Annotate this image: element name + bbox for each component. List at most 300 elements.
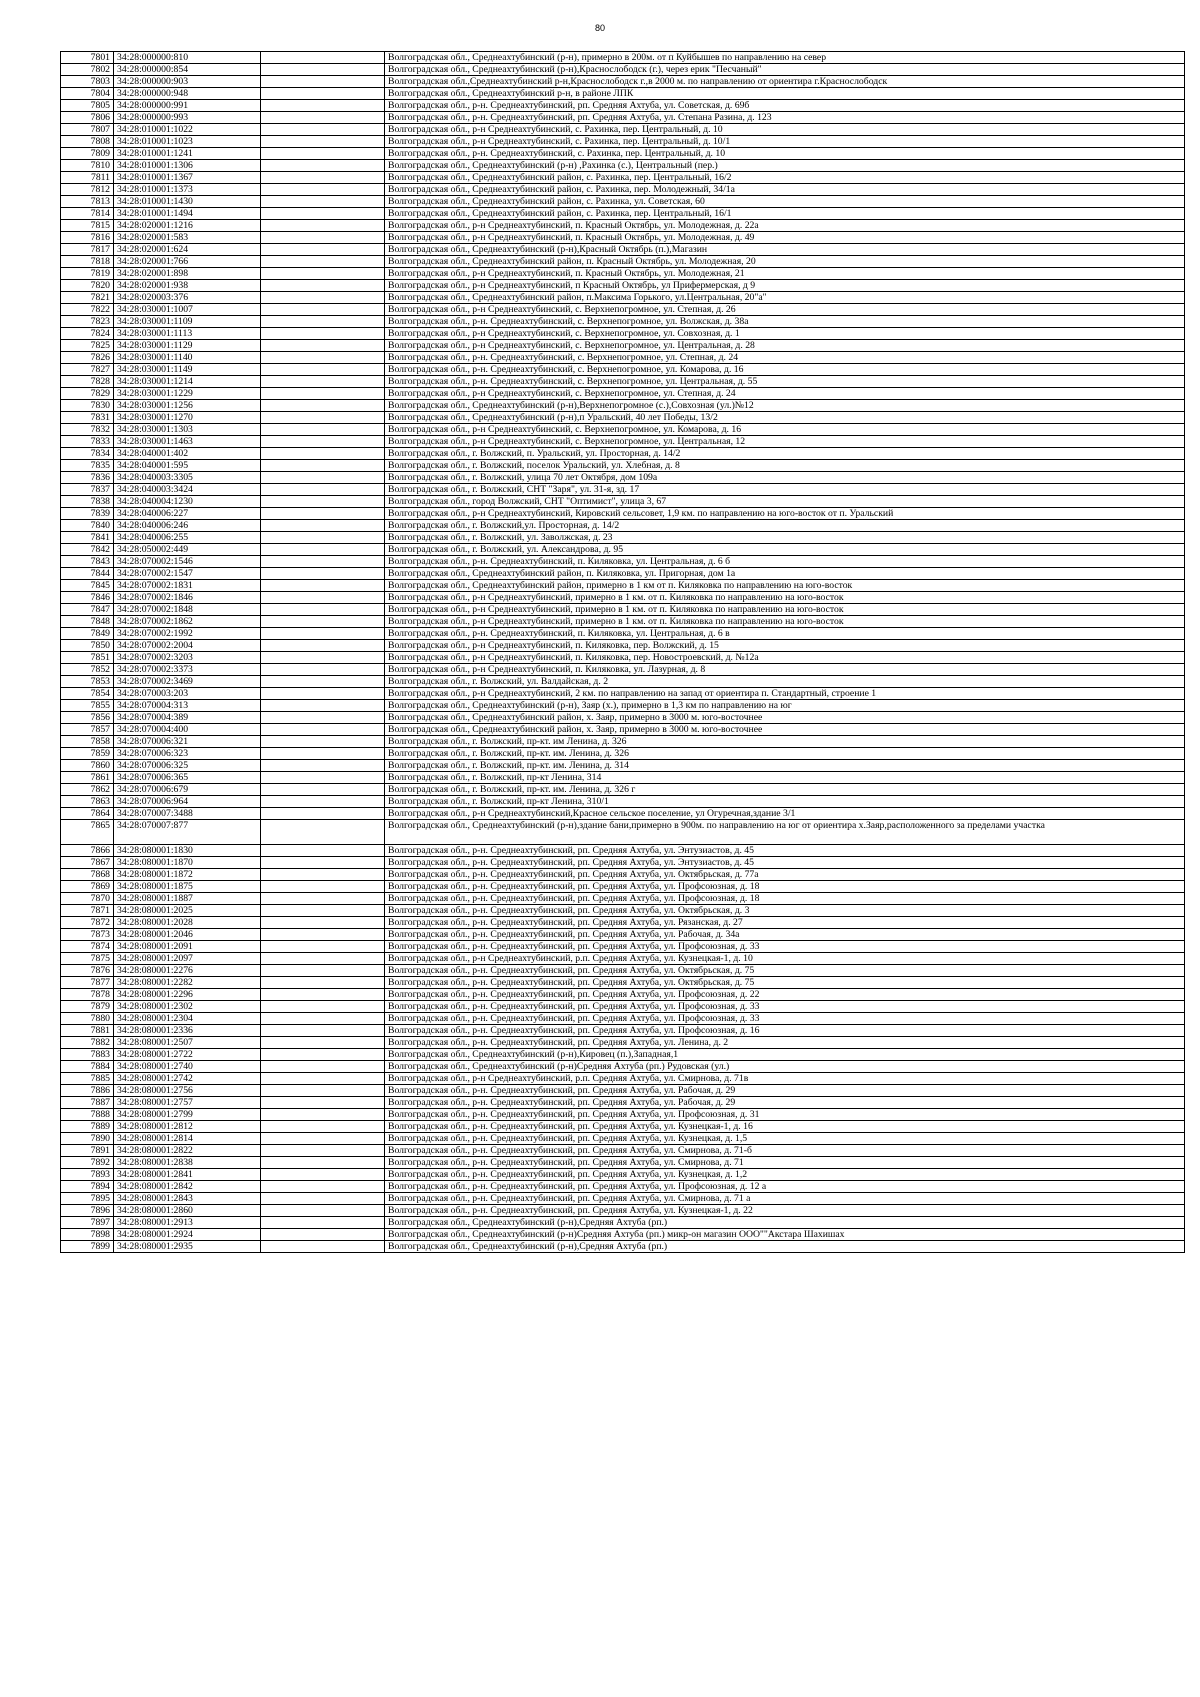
- object-address: Волгоградская обл., Среднеахтубинский (р-н)Средняя Ахтуба (рп.) Рудовская (ул.): [385, 1061, 1185, 1073]
- empty-cell: [261, 556, 385, 568]
- empty-cell: [261, 532, 385, 544]
- empty-cell: [261, 160, 385, 172]
- empty-cell: [261, 917, 385, 929]
- object-address: Волгоградская обл., р-н. Среднеахтубинский, п. Киляковка, ул. Центральная, д. 6 б: [385, 556, 1185, 568]
- table-row: [61, 388, 1185, 400]
- empty-cell: [261, 1097, 385, 1109]
- cadastral-number: 34:28:080001:2507: [114, 1037, 261, 1049]
- table-row: [61, 64, 1185, 76]
- row-number: 7821: [61, 292, 114, 304]
- cadastral-number: 34:28:070002:2004: [114, 640, 261, 652]
- object-address: Волгоградская обл., р-н Среднеахтубинский, п. Киляковка, пер. Новостроевский, д. №12а: [385, 652, 1185, 664]
- row-number: 7860: [61, 760, 114, 772]
- empty-cell: [261, 1157, 385, 1169]
- table-row: [61, 1133, 1185, 1145]
- empty-cell: [261, 352, 385, 364]
- row-number: 7877: [61, 977, 114, 989]
- object-address: Волгоградская обл., р-н. Среднеахтубинский, рп. Средняя Ахтуба, ул. Октябрьская, д. 75: [385, 965, 1185, 977]
- object-address: Волгоградская обл., Среднеахтубинский (р-н),Краснослободск (г.), через ерик "Песчаный": [385, 64, 1185, 76]
- empty-cell: [261, 592, 385, 604]
- row-number: 7867: [61, 857, 114, 869]
- object-address: Волгоградская обл., р-н Среднеахтубинский, с. Верхнепогромное, ул. Комарова, д. 16: [385, 424, 1185, 436]
- empty-cell: [261, 256, 385, 268]
- table-row: [61, 965, 1185, 977]
- cadastral-number: 34:28:070006:323: [114, 748, 261, 760]
- object-address: Волгоградская обл., город Волжский, СНТ "Оптимист", улица 3, 67: [385, 496, 1185, 508]
- cadastral-number: 34:28:010001:1241: [114, 148, 261, 160]
- row-number: 7892: [61, 1157, 114, 1169]
- empty-cell: [261, 652, 385, 664]
- object-address: Волгоградская обл., Среднеахтубинский (р-н),здание бани,примерно в 900м. по направлению на юг от ориентира х.Заяр,расположенного за пределами участка: [385, 820, 1185, 845]
- row-number: 7886: [61, 1085, 114, 1097]
- cadastral-number: 34:28:020001:898: [114, 268, 261, 280]
- table-row: [61, 1169, 1185, 1181]
- object-address: Волгоградская обл., р-н Среднеахтубинский, с. Верхнепогромное, ул. Степная, д. 24: [385, 388, 1185, 400]
- empty-cell: [261, 1217, 385, 1229]
- table-row: [61, 244, 1185, 256]
- object-address: Волгоградская обл., Среднеахтубинский (р-н),Средняя Ахтуба (рп.): [385, 1217, 1185, 1229]
- cadastral-number: 34:28:030001:1007: [114, 304, 261, 316]
- row-number: 7851: [61, 652, 114, 664]
- cadastral-number: 34:28:010001:1367: [114, 172, 261, 184]
- cadastral-number: 34:28:070002:1992: [114, 628, 261, 640]
- row-number: 7812: [61, 184, 114, 196]
- object-address: Волгоградская обл., р-н. Среднеахтубинский, с. Рахинка, пер. Центральный, д. 10: [385, 148, 1185, 160]
- cadastral-number: 34:28:070002:1547: [114, 568, 261, 580]
- table-row: [61, 1037, 1185, 1049]
- cadastral-number: 34:28:080001:2841: [114, 1169, 261, 1181]
- empty-cell: [261, 1205, 385, 1217]
- empty-cell: [261, 1001, 385, 1013]
- row-number: 7859: [61, 748, 114, 760]
- object-address: Волгоградская обл., р-н Среднеахтубинский, с. Рахинка, пер. Центральный, д. 10/1: [385, 136, 1185, 148]
- empty-cell: [261, 1013, 385, 1025]
- object-address: Волгоградская обл., р-н. Среднеахтубинский, рп. Средняя Ахтуба, ул. Рязанская, д. 27: [385, 917, 1185, 929]
- cadastral-number: 34:28:070006:964: [114, 796, 261, 808]
- table-row: [61, 460, 1185, 472]
- empty-cell: [261, 232, 385, 244]
- object-address: Волгоградская обл.,Среднеахтубинский р-н,Краснослободск г.,в 2000 м. по направлению от ориентира г.Краснослободск: [385, 76, 1185, 88]
- cadastral-number: 34:28:070004:400: [114, 724, 261, 736]
- row-number: 7862: [61, 784, 114, 796]
- empty-cell: [261, 808, 385, 820]
- table-row: [61, 1061, 1185, 1073]
- row-number: 7820: [61, 280, 114, 292]
- object-address: Волгоградская обл., р-н. Среднеахтубинский, п. Киляковка, ул. Центральная, д. 6 в: [385, 628, 1185, 640]
- empty-cell: [261, 1145, 385, 1157]
- cadastral-number: 34:28:080001:2842: [114, 1181, 261, 1193]
- row-number: 7839: [61, 508, 114, 520]
- empty-cell: [261, 340, 385, 352]
- table-row: [61, 905, 1185, 917]
- table-row: [61, 1145, 1185, 1157]
- table-row: [61, 1109, 1185, 1121]
- table-row: [61, 232, 1185, 244]
- table-row: [61, 436, 1185, 448]
- table-row: [61, 580, 1185, 592]
- object-address: Волгоградская обл., р-н. Среднеахтубинский, рп. Средняя Ахтуба, ул. Профсоюзная, д. 31: [385, 1109, 1185, 1121]
- cadastral-number: 34:28:020001:1216: [114, 220, 261, 232]
- table-row: [61, 845, 1185, 857]
- row-number: 7872: [61, 917, 114, 929]
- table-row: [61, 712, 1185, 724]
- cadastral-number: 34:28:080001:2025: [114, 905, 261, 917]
- row-number: 7835: [61, 460, 114, 472]
- table-row: [61, 196, 1185, 208]
- table-row: [61, 100, 1185, 112]
- object-address: Волгоградская обл., р-н Среднеахтубинский, п. Киляковка, пер. Волжский, д. 15: [385, 640, 1185, 652]
- row-number: 7898: [61, 1229, 114, 1241]
- cadastral-number: 34:28:080001:2814: [114, 1133, 261, 1145]
- empty-cell: [261, 977, 385, 989]
- empty-cell: [261, 1133, 385, 1145]
- row-number: 7837: [61, 484, 114, 496]
- empty-cell: [261, 953, 385, 965]
- object-address: Волгоградская обл., Среднеахтубинский район, с. Рахинка, пер. Центральный, 16/2: [385, 172, 1185, 184]
- cadastral-number: 34:28:000000:903: [114, 76, 261, 88]
- table-row: [61, 220, 1185, 232]
- cadastral-number: 34:28:030001:1256: [114, 400, 261, 412]
- cadastral-number: 34:28:020003:376: [114, 292, 261, 304]
- object-address: Волгоградская обл., Среднеахтубинский (р-н), Заяр (х.), примерно в 1,3 км по направлению на юг: [385, 700, 1185, 712]
- table-row: [61, 724, 1185, 736]
- cadastral-number: 34:28:030001:1140: [114, 352, 261, 364]
- row-number: 7864: [61, 808, 114, 820]
- object-address: Волгоградская обл., г. Волжский, ул. Александрова, д. 95: [385, 544, 1185, 556]
- cadastral-number: 34:28:030001:1113: [114, 328, 261, 340]
- object-address: Волгоградская обл., р-н Среднеахтубинский, примерно в 1 км. от п. Киляковка по направлению на юго-восток: [385, 592, 1185, 604]
- row-number: 7880: [61, 1013, 114, 1025]
- row-number: 7843: [61, 556, 114, 568]
- cadastral-number: 34:28:020001:766: [114, 256, 261, 268]
- table-row: [61, 929, 1185, 941]
- cadastral-number: 34:28:030001:1229: [114, 388, 261, 400]
- cadastral-number: 34:28:080001:2742: [114, 1073, 261, 1085]
- table-row: [61, 953, 1185, 965]
- object-address: Волгоградская обл., р-н. Среднеахтубинский, рп. Средняя Ахтуба, ул. Кузнецкая-1, д. 16: [385, 1121, 1185, 1133]
- table-row: [61, 508, 1185, 520]
- cadastral-number: 34:28:030001:1214: [114, 376, 261, 388]
- table-row: [61, 544, 1185, 556]
- empty-cell: [261, 857, 385, 869]
- row-number: 7827: [61, 364, 114, 376]
- empty-cell: [261, 796, 385, 808]
- table-row: [61, 784, 1185, 796]
- page-number: 80: [594, 23, 605, 33]
- empty-cell: [261, 820, 385, 845]
- empty-cell: [261, 376, 385, 388]
- cadastral-number: 34:28:070002:1831: [114, 580, 261, 592]
- row-number: 7807: [61, 124, 114, 136]
- row-number: 7838: [61, 496, 114, 508]
- empty-cell: [261, 484, 385, 496]
- table-row: [61, 604, 1185, 616]
- row-number: 7863: [61, 796, 114, 808]
- object-address: Волгоградская обл., Среднеахтубинский (р-н),п Уральский, 40 лет Победы, 13/2: [385, 412, 1185, 424]
- row-number: 7802: [61, 64, 114, 76]
- cadastral-number: 34:28:080001:2812: [114, 1121, 261, 1133]
- object-address: Волгоградская обл., г. Волжский, пр-кт. им. Ленина, д. 314: [385, 760, 1185, 772]
- empty-cell: [261, 580, 385, 592]
- object-address: Волгоградская обл., р-н. Среднеахтубинский, рп. Средняя Ахтуба, ул. Смирнова, д. 71-б: [385, 1145, 1185, 1157]
- table-row: [61, 496, 1185, 508]
- table-row: [61, 1217, 1185, 1229]
- cadastral-number: 34:28:070006:679: [114, 784, 261, 796]
- cadastral-number: 34:28:030001:1109: [114, 316, 261, 328]
- row-number: 7813: [61, 196, 114, 208]
- empty-cell: [261, 88, 385, 100]
- empty-cell: [261, 280, 385, 292]
- table-row: [61, 869, 1185, 881]
- row-number: 7887: [61, 1097, 114, 1109]
- cadastral-number: 34:28:080001:1887: [114, 893, 261, 905]
- cadastral-number: 34:28:080001:1830: [114, 845, 261, 857]
- cadastral-number: 34:28:070002:1546: [114, 556, 261, 568]
- row-number: 7858: [61, 736, 114, 748]
- cadastral-number: 34:28:040006:227: [114, 508, 261, 520]
- row-number: 7849: [61, 628, 114, 640]
- empty-cell: [261, 112, 385, 124]
- table-row: [61, 148, 1185, 160]
- object-address: Волгоградская обл., г. Волжский, пр-кт Ленина, 314: [385, 772, 1185, 784]
- cadastral-number: 34:28:070004:389: [114, 712, 261, 724]
- object-address: Волгоградская обл., Среднеахтубинский район, п. Красный Октябрь, ул. Молодежная, 20: [385, 256, 1185, 268]
- empty-cell: [261, 1073, 385, 1085]
- empty-cell: [261, 304, 385, 316]
- cadastral-number: 34:28:040003:3424: [114, 484, 261, 496]
- table-row: [61, 700, 1185, 712]
- object-address: Волгоградская обл., р-н Среднеахтубинский, с. Рахинка, пер. Центральный, д. 10: [385, 124, 1185, 136]
- cadastral-number: 34:28:070002:1848: [114, 604, 261, 616]
- table-row: [61, 256, 1185, 268]
- table-row: [61, 160, 1185, 172]
- object-address: Волгоградская обл., Среднеахтубинский район, х. Заяр, примерно в 3000 м. юго-восточнее: [385, 712, 1185, 724]
- object-address: Волгоградская обл., р-н. Среднеахтубинский, рп. Средняя Ахтуба, ул. Профсоюзная, д. 12 а: [385, 1181, 1185, 1193]
- row-number: 7830: [61, 400, 114, 412]
- cadastral-number: 34:28:080001:2336: [114, 1025, 261, 1037]
- object-address: Волгоградская обл., р-н. Среднеахтубинский, рп. Средняя Ахтуба, ул. Советская, д. 69б: [385, 100, 1185, 112]
- empty-cell: [261, 784, 385, 796]
- table-row: [61, 364, 1185, 376]
- row-number: 7875: [61, 953, 114, 965]
- cadastral-number: 34:28:070007:3488: [114, 808, 261, 820]
- row-number: 7817: [61, 244, 114, 256]
- cadastral-number: 34:28:010001:1373: [114, 184, 261, 196]
- cadastral-number: 34:28:030001:1149: [114, 364, 261, 376]
- object-address: Волгоградская обл., р-н Среднеахтубинский, п. Красный Октябрь, ул. Молодежная, д. 22а: [385, 220, 1185, 232]
- object-address: Волгоградская обл., Среднеахтубинский район, с. Рахинка, пер. Центральный, 16/1: [385, 208, 1185, 220]
- table-row: [61, 1157, 1185, 1169]
- empty-cell: [261, 736, 385, 748]
- empty-cell: [261, 64, 385, 76]
- cadastral-number: 34:28:030001:1129: [114, 340, 261, 352]
- table-row: [61, 664, 1185, 676]
- object-address: Волгоградская обл., р-н. Среднеахтубинский, рп. Средняя Ахтуба, ул. Кузнецкая, д. 1,2: [385, 1169, 1185, 1181]
- empty-cell: [261, 268, 385, 280]
- cadastral-number: 34:28:040006:255: [114, 532, 261, 544]
- row-number: 7873: [61, 929, 114, 941]
- table-row: [61, 772, 1185, 784]
- cadastral-number: 34:28:080001:2028: [114, 917, 261, 929]
- cadastral-number: 34:28:080001:2860: [114, 1205, 261, 1217]
- table-row: [61, 1097, 1185, 1109]
- object-address: Волгоградская обл., р-н Среднеахтубинский, примерно в 1 км. от п. Киляковка по направлению на юго-восток: [385, 604, 1185, 616]
- row-number: 7856: [61, 712, 114, 724]
- cadastral-number: 34:28:030001:1463: [114, 436, 261, 448]
- row-number: 7829: [61, 388, 114, 400]
- empty-cell: [261, 941, 385, 953]
- row-number: 7814: [61, 208, 114, 220]
- empty-cell: [261, 196, 385, 208]
- object-address: Волгоградская обл., Среднеахтубинский (р-н),Кировец (п.),Западная,1: [385, 1049, 1185, 1061]
- row-number: 7803: [61, 76, 114, 88]
- empty-cell: [261, 1109, 385, 1121]
- cadastral-number: 34:28:020001:583: [114, 232, 261, 244]
- empty-cell: [261, 208, 385, 220]
- empty-cell: [261, 881, 385, 893]
- object-address: Волгоградская обл., р-н. Среднеахтубинский, рп. Средняя Ахтуба, ул. Смирнова, д. 71: [385, 1157, 1185, 1169]
- object-address: Волгоградская обл., г. Волжский, пр-кт Ленина, 310/1: [385, 796, 1185, 808]
- object-address: Волгоградская обл., Среднеахтубинский район, п. Киляковка, ул. Пригорная, дом 1а: [385, 568, 1185, 580]
- row-number: 7885: [61, 1073, 114, 1085]
- object-address: Волгоградская обл., г. Волжский, поселок Уральский, ул. Хлебная, д. 8: [385, 460, 1185, 472]
- empty-cell: [261, 1061, 385, 1073]
- object-address: Волгоградская обл., Среднеахтубинский (р-н),Средняя Ахтуба (рп.): [385, 1241, 1185, 1253]
- empty-cell: [261, 544, 385, 556]
- empty-cell: [261, 1241, 385, 1253]
- empty-cell: [261, 1229, 385, 1241]
- row-number: 7891: [61, 1145, 114, 1157]
- cadastral-number: 34:28:070004:313: [114, 700, 261, 712]
- empty-cell: [261, 1085, 385, 1097]
- cadastral-number: 34:28:030001:1270: [114, 412, 261, 424]
- table-row: [61, 592, 1185, 604]
- row-number: 7833: [61, 436, 114, 448]
- table-row: [61, 172, 1185, 184]
- row-number: 7869: [61, 881, 114, 893]
- object-address: Волгоградская обл., р-н. Среднеахтубинский, рп. Средняя Ахтуба, ул. Энтузиастов, д. 45: [385, 857, 1185, 869]
- row-number: 7889: [61, 1121, 114, 1133]
- cadastral-number: 34:28:070003:203: [114, 688, 261, 700]
- row-number: 7828: [61, 376, 114, 388]
- row-number: 7831: [61, 412, 114, 424]
- cadastral-number: 34:28:080001:2046: [114, 929, 261, 941]
- row-number: 7857: [61, 724, 114, 736]
- empty-cell: [261, 1049, 385, 1061]
- object-address: Волгоградская обл., р-н. Среднеахтубинский, рп. Средняя Ахтуба, ул. Октябрьская, д. 75: [385, 977, 1185, 989]
- row-number: 7888: [61, 1109, 114, 1121]
- cadastral-number: 34:28:000000:991: [114, 100, 261, 112]
- cadastral-number: 34:28:070002:3203: [114, 652, 261, 664]
- table-row: [61, 376, 1185, 388]
- cadastral-number: 34:28:040003:3305: [114, 472, 261, 484]
- row-number: 7870: [61, 893, 114, 905]
- object-address: Волгоградская обл., г. Волжский, ул. Валдайская, д. 2: [385, 676, 1185, 688]
- row-number: 7882: [61, 1037, 114, 1049]
- empty-cell: [261, 244, 385, 256]
- table-row: [61, 736, 1185, 748]
- object-address: Волгоградская обл., г. Волжский, СНТ "Заря", ул. 31-я, зд. 17: [385, 484, 1185, 496]
- row-number: 7855: [61, 700, 114, 712]
- object-address: Волгоградская обл., г. Волжский, пр-кт. им. Ленина, д. 326 г: [385, 784, 1185, 796]
- object-address: Волгоградская обл., р-н. Среднеахтубинский, рп. Средняя Ахтуба, ул. Октябрьская, д. 3: [385, 905, 1185, 917]
- table-row: [61, 88, 1185, 100]
- row-number: 7853: [61, 676, 114, 688]
- empty-cell: [261, 388, 385, 400]
- table-row: [61, 1001, 1185, 1013]
- table-row: [61, 400, 1185, 412]
- row-number: 7823: [61, 316, 114, 328]
- empty-cell: [261, 220, 385, 232]
- table-row: [61, 688, 1185, 700]
- cadastral-number: 34:28:080001:2757: [114, 1097, 261, 1109]
- empty-cell: [261, 1025, 385, 1037]
- table-row: [61, 448, 1185, 460]
- cadastral-number: 34:28:000000:810: [114, 52, 261, 64]
- table-row: [61, 977, 1185, 989]
- table-row: [61, 424, 1185, 436]
- table-row: [61, 628, 1185, 640]
- object-address: Волгоградская обл., р-н. Среднеахтубинский, рп. Средняя Ахтуба, ул. Степана Разина, д. 123: [385, 112, 1185, 124]
- object-address: Волгоградская обл., Среднеахтубинский район, примерно в 1 км от п. Киляковка по направлению на юго-восток: [385, 580, 1185, 592]
- row-number: 7897: [61, 1217, 114, 1229]
- empty-cell: [261, 616, 385, 628]
- object-address: Волгоградская обл., р-н. Среднеахтубинский, рп. Средняя Ахтуба, ул. Октябрьская, д. 77а: [385, 869, 1185, 881]
- empty-cell: [261, 568, 385, 580]
- cadastral-number: 34:28:040001:595: [114, 460, 261, 472]
- object-address: Волгоградская обл., р-н. Среднеахтубинский, рп. Средняя Ахтуба, ул. Энтузиастов, д. 45: [385, 845, 1185, 857]
- empty-cell: [261, 328, 385, 340]
- table-row: [61, 640, 1185, 652]
- row-number: 7879: [61, 1001, 114, 1013]
- object-address: Волгоградская обл., р-н Среднеахтубинский, п. Красный Октябрь, ул. Молодежная, 21: [385, 268, 1185, 280]
- registry-table-body: [61, 52, 1185, 1253]
- empty-cell: [261, 1181, 385, 1193]
- object-address: Волгоградская обл., Среднеахтубинский район, п.Максима Горького, ул.Центральная, 20"а": [385, 292, 1185, 304]
- row-number: 7896: [61, 1205, 114, 1217]
- row-number: 7866: [61, 845, 114, 857]
- object-address: Волгоградская обл., р-н Среднеахтубинский, п. Красный Октябрь, ул. Молодежная, д. 49: [385, 232, 1185, 244]
- cadastral-number: 34:28:080001:1870: [114, 857, 261, 869]
- cadastral-number: 34:28:070007:877: [114, 820, 261, 845]
- row-number: 7890: [61, 1133, 114, 1145]
- object-address: Волгоградская обл., Среднеахтубинский (р-н) ,Рахинка (с.), Центральный (пер.): [385, 160, 1185, 172]
- cadastral-number: 34:28:030001:1303: [114, 424, 261, 436]
- row-number: 7809: [61, 148, 114, 160]
- table-row: [61, 1193, 1185, 1205]
- cadastral-number: 34:28:080001:1875: [114, 881, 261, 893]
- cadastral-number: 34:28:080001:2756: [114, 1085, 261, 1097]
- object-address: Волгоградская обл., р-н. Среднеахтубинский, с. Верхнепогромное, ул. Комарова, д. 16: [385, 364, 1185, 376]
- empty-cell: [261, 520, 385, 532]
- table-row: [61, 472, 1185, 484]
- cadastral-number: 34:28:080001:2935: [114, 1241, 261, 1253]
- row-number: 7878: [61, 989, 114, 1001]
- row-number: 7801: [61, 52, 114, 64]
- object-address: Волгоградская обл., р-н. Среднеахтубинский, рп. Средняя Ахтуба, ул. Рабочая, д. 29: [385, 1097, 1185, 1109]
- row-number: 7861: [61, 772, 114, 784]
- object-address: Волгоградская обл., Среднеахтубинский (р-н),Верхнепогромное (с.),Совхозная (ул.)№12: [385, 400, 1185, 412]
- cadastral-number: 34:28:000000:993: [114, 112, 261, 124]
- table-row: [61, 1229, 1185, 1241]
- object-address: Волгоградская обл., г. Волжский, п. Уральский, ул. Просторная, д. 14/2: [385, 448, 1185, 460]
- cadastral-number: 34:28:080001:2722: [114, 1049, 261, 1061]
- object-address: Волгоградская обл., р-н Среднеахтубинский, с. Верхнепогромное, ул. Центральная, 12: [385, 436, 1185, 448]
- object-address: Волгоградская обл., р-н Среднеахтубинский,Красное сельское поселение, ул Огуречная,здание 3/1: [385, 808, 1185, 820]
- row-number: 7840: [61, 520, 114, 532]
- empty-cell: [261, 412, 385, 424]
- table-row: [61, 616, 1185, 628]
